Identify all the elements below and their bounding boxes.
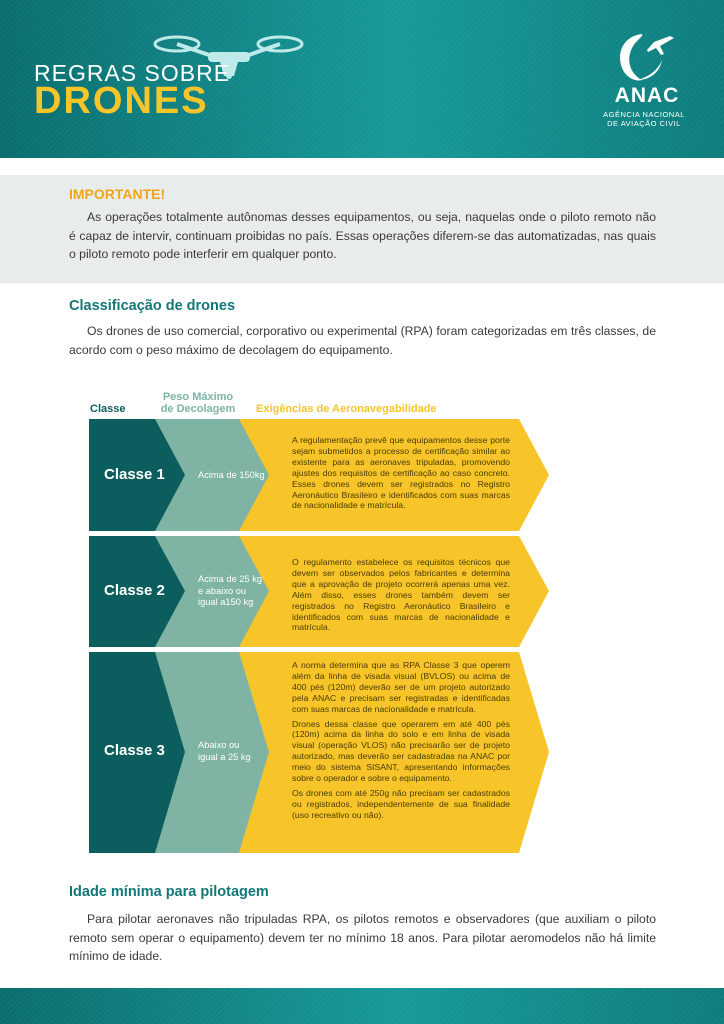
row1-classe: Classe 1: [104, 466, 165, 483]
classification-text-content: Os drones de uso comercial, corporativo ou experimental (RPA) foram categorizadas em três classes, de acordo com o peso máximo de decolagem do equipamento.: [69, 324, 656, 357]
row3-requirement-1: A norma determina que as RPA Classe 3 que operem além da linha de visada visual (BVLOS) ou acima de 400 pés (120m) deverão ser de um projeto autorizado pela ANAC e precisam ser registradas e identificadas com suas marcas de nacionalidade e matrícula.: [292, 660, 510, 714]
important-text: [69, 208, 656, 264]
org-full-name: [588, 110, 700, 128]
col-header-peso-line-2: de Decolagem: [160, 403, 236, 415]
col-header-peso-line-1: Peso Máximo: [162, 391, 234, 403]
row1-peso: [198, 470, 265, 482]
row3-peso: [198, 740, 251, 763]
col-header-exigencias: Exigências de Aeronavegabilidade: [256, 403, 437, 415]
row2-classe: Classe 2: [104, 582, 165, 599]
row2-peso: [198, 574, 262, 609]
minimum-age-title: Idade mínima para pilotagem: [69, 884, 269, 900]
org-full-line-2: DE AVIAÇÃO CIVIL: [607, 119, 681, 128]
row1-requirements: [292, 435, 510, 515]
classification-title: Classificação de drones: [69, 298, 236, 314]
classification-text: [69, 322, 656, 359]
row2-requirements: [292, 557, 510, 637]
row3-requirement-3: Os drones com até 250g não precisam ser cadastrados ou registrados, independentemente de sua finalidade (uso recreativo ou não).: [292, 787, 510, 820]
title-line-2: DRONES: [34, 80, 209, 122]
anac-swoosh-airplane-icon: [612, 30, 676, 84]
title-line-1: REGRAS SOBRE: [34, 60, 231, 86]
row3-classe: Classe 3: [104, 742, 165, 759]
row2-peso-line-2: e abaixo ou: [198, 585, 247, 596]
row2-peso-line-1: Acima de 25 kg: [198, 574, 263, 584]
row3-peso-line-2: igual a 25 kg: [198, 751, 251, 762]
minimum-age-text: [69, 910, 656, 966]
header-banner: [0, 0, 724, 158]
footer-band: [0, 988, 724, 1024]
row3-requirements: [292, 660, 510, 825]
col-header-classe: Classe: [90, 403, 126, 415]
row3-requirement-2: Drones dessa classe que operarem em até 400 pés (120m) acima da linha do solo e em linha de visada visual (operação VLOS) não precisarão ser de projeto autorizado, mas deverão ser cadastradas na ANAC por meio do sistema SISANT, apresentando informações sobre o operador e sobre o equipamento.: [292, 718, 510, 784]
row2-requirement-1: O regulamento estabelece os requisitos técnicos que devem ser observados pelos fabricantes e determina que a aprovação de projeto ocorrerá apenas uma vez. Além disso, esses drones também devem ser registrados no Registro Aeronáutico Brasileiro e identificados com suas marcas de nacionalidade e matrícula.: [292, 557, 510, 633]
row3-peso-line-1: Abaixo ou: [198, 740, 240, 750]
minimum-age-text-content: Para pilotar aeronaves não tripuladas RPA, os pilotos remotos e observadores (que auxiliam o piloto remoto sem operar o equipamento) devem ter no mínimo 18 anos. Para pilotar aeromodelos não há limite mínimo de idade.: [69, 912, 656, 963]
org-name: ANAC: [614, 84, 680, 107]
row2-peso-line-3: igual a150 kg: [198, 597, 254, 607]
org-full-line-1: AGÊNCIA NACIONAL: [603, 110, 685, 119]
col-header-peso: [152, 391, 244, 415]
important-title: IMPORTANTE!: [69, 186, 166, 202]
important-text-content: As operações totalmente autônomas desses equipamentos, ou seja, naquelas onde o piloto remoto não é capaz de intervir, continuam proibidas no país. Essas operações diferem-se das automatizadas, nas quais o piloto remoto pode interferir em qualquer ponto.: [69, 210, 656, 261]
row1-requirement-1: A regulamentação prevê que equipamentos desse porte sejam submetidos a processo de certificação similar ao existente para as aeronaves tripuladas, promovendo ajustes dos requisitos de certificação ao caso concreto. Esses drones devem ser registrados no Registro Aeronáutico Brasileiro e identificados com suas marcas de nacionalidade e matrícula.: [292, 435, 510, 511]
row1-peso-line-1: Acima de 150kg: [198, 470, 265, 480]
